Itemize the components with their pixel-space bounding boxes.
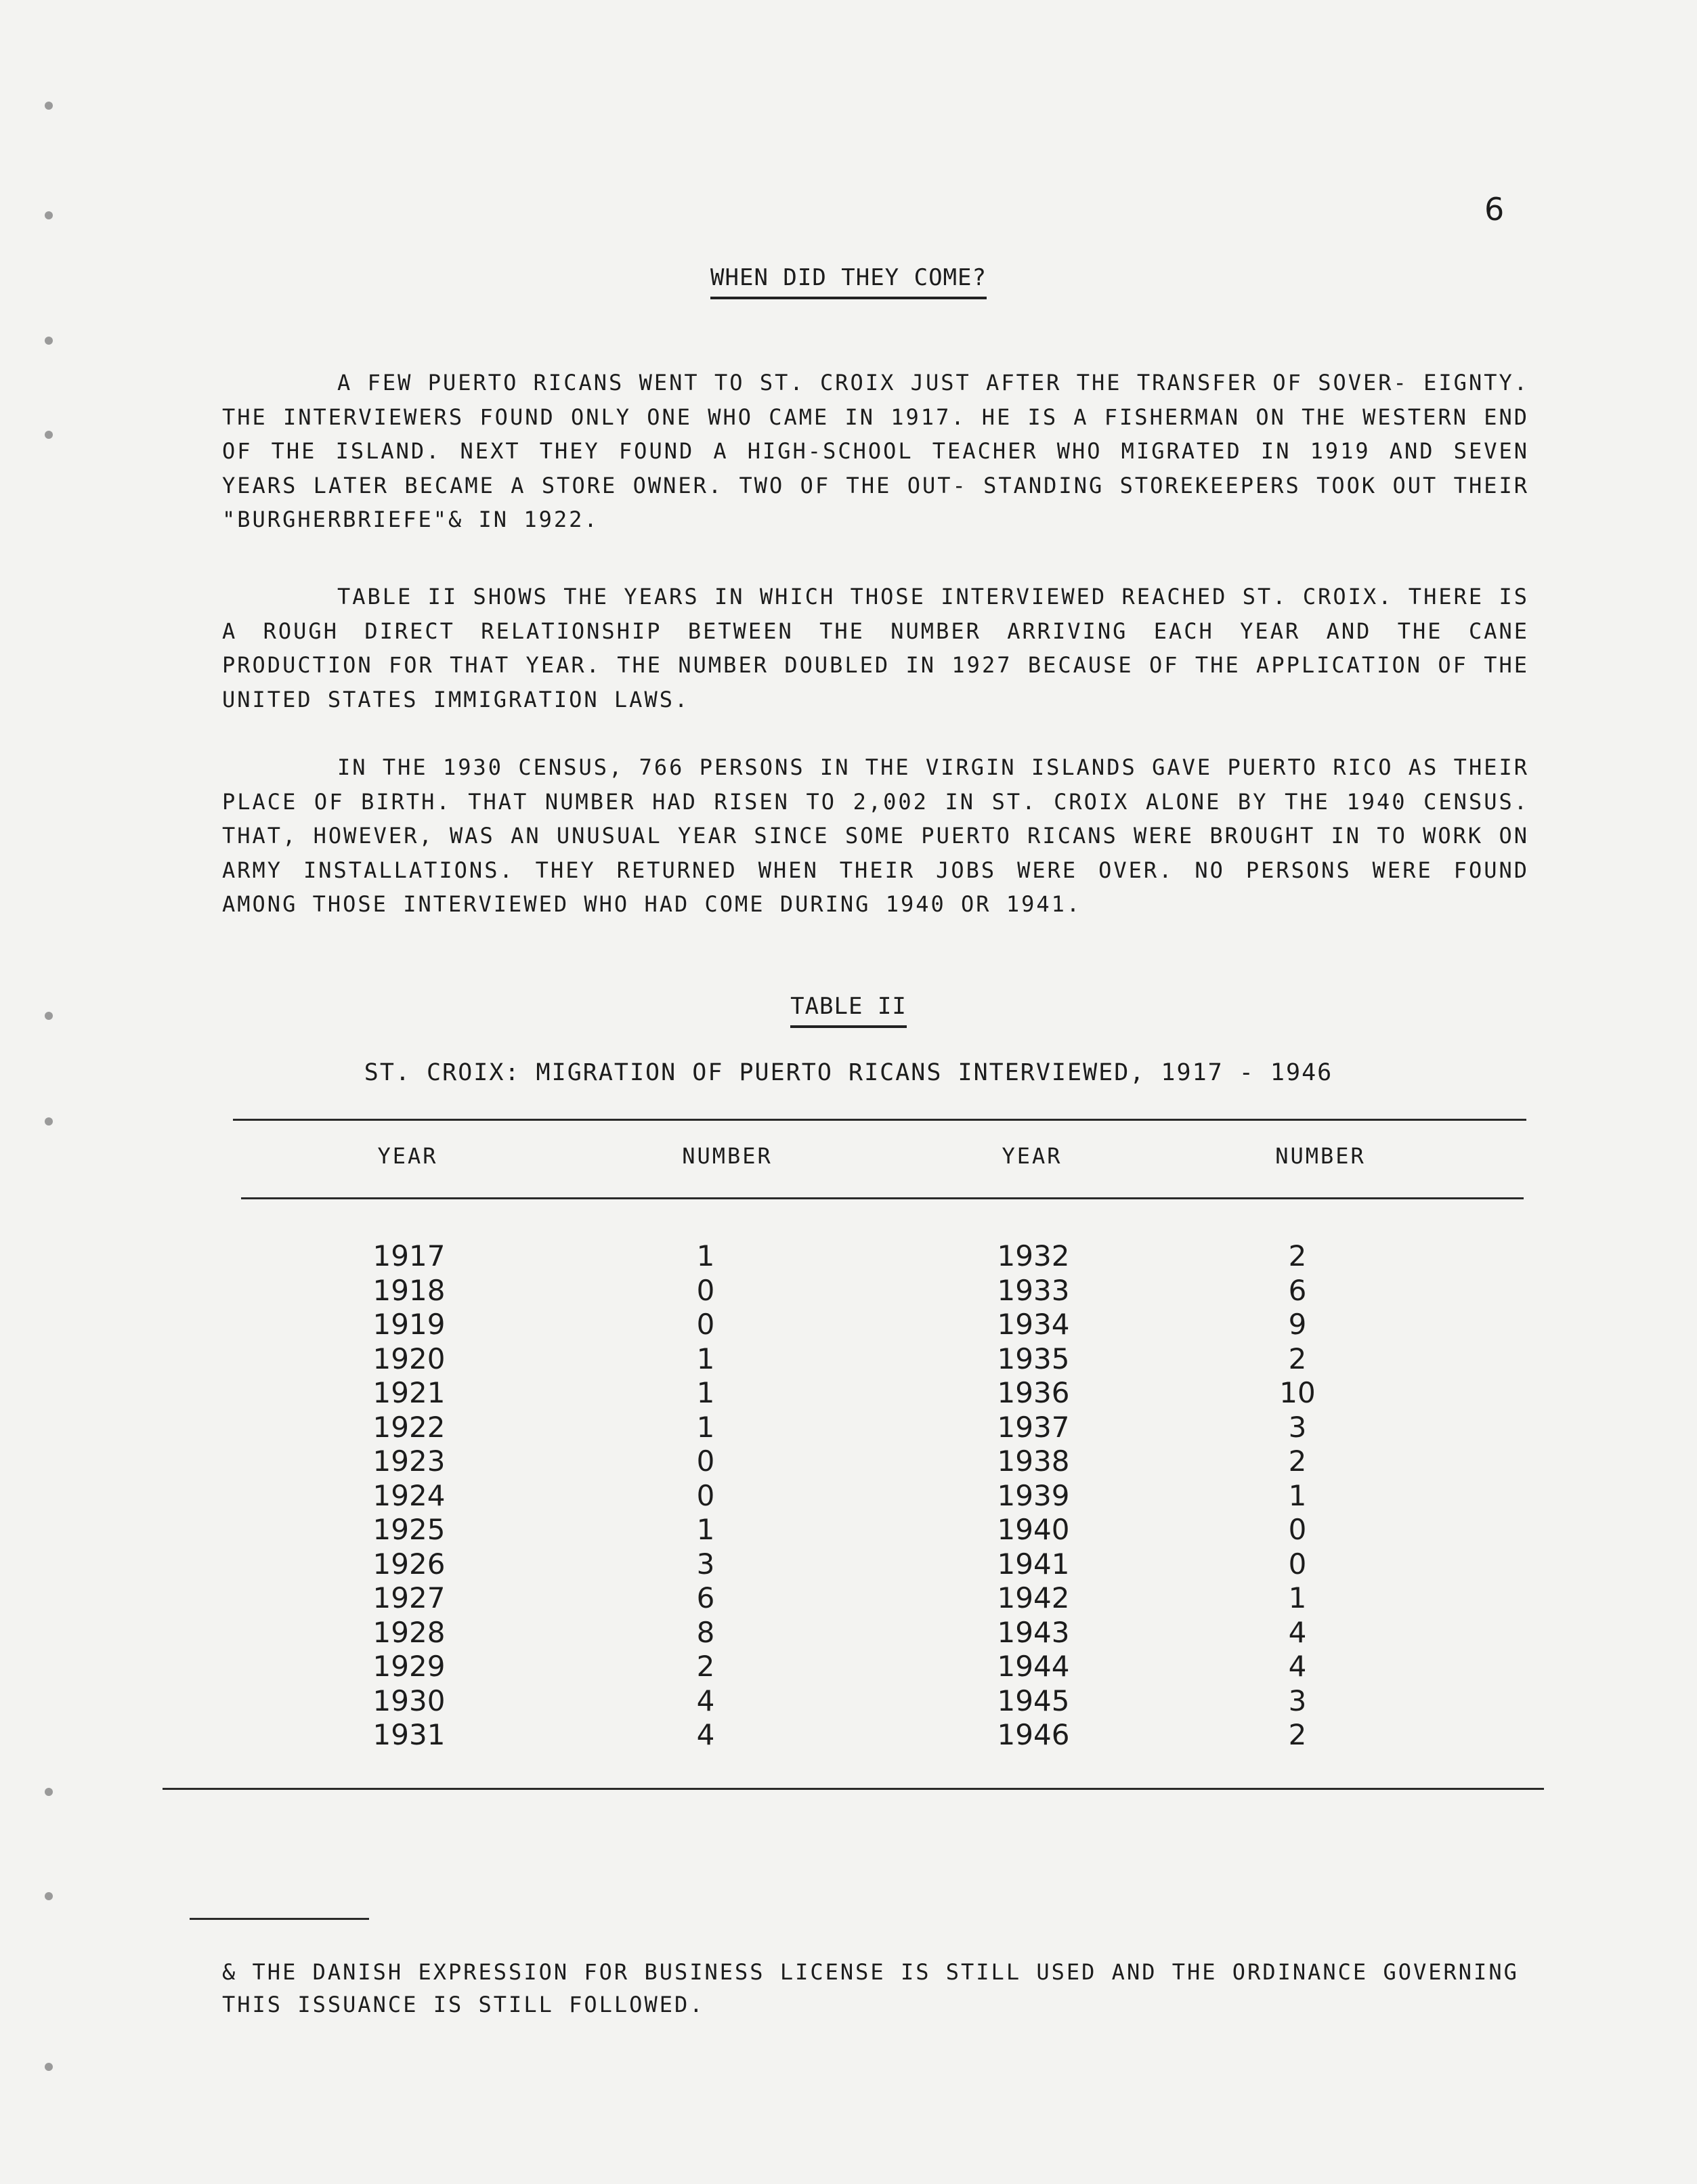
- table-cell: 1930: [372, 1684, 446, 1717]
- section-title-text: WHEN DID THEY COME?: [710, 264, 987, 299]
- table-cell: 0: [1288, 1513, 1307, 1546]
- table-cell: 1945: [997, 1684, 1070, 1717]
- table-cell: 1920: [372, 1342, 446, 1375]
- binder-hole: [45, 431, 53, 439]
- paragraph-3: [222, 750, 1529, 922]
- paragraph-2: [222, 580, 1529, 716]
- table-cell: 1944: [997, 1650, 1070, 1683]
- table-cell: 1931: [372, 1718, 446, 1751]
- binder-hole: [45, 211, 53, 219]
- binder-hole: [45, 337, 53, 345]
- table-cell: 4: [696, 1718, 715, 1751]
- table-cell: 1938: [997, 1444, 1070, 1478]
- table-cell: 1946: [997, 1718, 1070, 1751]
- table-cell: 2: [696, 1650, 715, 1683]
- table-label-text: TABLE II: [790, 993, 907, 1028]
- table-cell: 3: [1288, 1684, 1307, 1717]
- table-cell: 0: [696, 1308, 715, 1341]
- paragraph-1-text: A FEW PUERTO RICANS WENT TO ST. CROIX JUST AFTER THE TRANSFER OF SOVER- EIGNTY. THE INTERVIEWERS FOUND ONLY ONE WHO CAME IN 1917. HE IS A FISHERMAN ON THE WESTERN END OF THE ISLAND. NEXT THEY FOUND A HIGH-SCHOOL TEACHER WHO MIGRATED IN 1919 AND SEVEN YEARS LATER BECAME A STORE OWNER. TWO OF THE OUT- STANDING STOREKEEPERS TOOK OUT THEIR "BURGHERBRIEFE"& IN 1922.: [222, 370, 1529, 532]
- table-header-number-left: NUMBER: [682, 1143, 773, 1169]
- binder-hole: [45, 1892, 53, 1900]
- table-caption: ST. CROIX: MIGRATION OF PUERTO RICANS INTERVIEWED, 1917 - 1946: [364, 1059, 1333, 1086]
- table-cell: 1918: [372, 1273, 446, 1307]
- footnote-rule: [190, 1918, 369, 1920]
- table-cell: 1: [696, 1239, 715, 1272]
- table-cell: 1: [1288, 1581, 1307, 1614]
- table-cell: 1939: [997, 1478, 1070, 1512]
- table-cell: 1943: [997, 1615, 1070, 1649]
- table-cell: 1933: [997, 1273, 1070, 1307]
- table-cell: 0: [696, 1478, 715, 1512]
- binder-hole: [45, 2063, 53, 2071]
- table-cell: 1924: [372, 1478, 446, 1512]
- page-number: 6: [1484, 191, 1505, 228]
- table-cell: 0: [1288, 1547, 1307, 1581]
- table-cell: 1936: [997, 1376, 1070, 1409]
- table-cell: 1: [1288, 1478, 1307, 1512]
- table-cell: 1937: [997, 1410, 1070, 1444]
- table-cell: 1921: [372, 1376, 446, 1409]
- section-title: [0, 264, 1697, 291]
- table-top-rule: [233, 1119, 1526, 1121]
- table-cell: 1927: [372, 1581, 446, 1614]
- table-cell: 1919: [372, 1308, 446, 1341]
- binder-hole: [45, 102, 53, 110]
- table-cell: 8: [696, 1615, 715, 1649]
- table-cell: 3: [696, 1547, 715, 1581]
- paragraph-1: [222, 366, 1529, 537]
- table-cell: 4: [1288, 1615, 1307, 1649]
- table-cell: 9: [1288, 1308, 1307, 1341]
- table-column-numbers-left: [638, 1239, 773, 1753]
- table-cell: 1: [696, 1410, 715, 1444]
- table-cell: 1: [696, 1342, 715, 1375]
- table-cell: 1: [696, 1376, 715, 1409]
- table-cell: 4: [696, 1684, 715, 1717]
- table-label: [0, 993, 1697, 1020]
- table-column-numbers-right: [1230, 1239, 1365, 1753]
- table-cell: 10: [1279, 1376, 1316, 1409]
- table-bottom-rule: [163, 1788, 1544, 1790]
- table-cell: 1922: [372, 1410, 446, 1444]
- table-cell: 1926: [372, 1547, 446, 1581]
- table-column-years-right: [966, 1239, 1101, 1753]
- table-cell: 3: [1288, 1410, 1307, 1444]
- table-cell: 1928: [372, 1615, 446, 1649]
- table-cell: 1932: [997, 1239, 1070, 1272]
- table-cell: 2: [1288, 1718, 1307, 1751]
- table-header-number-right: NUMBER: [1275, 1143, 1366, 1169]
- table-cell: 4: [1288, 1650, 1307, 1683]
- table-cell: 1925: [372, 1513, 446, 1546]
- table-header-year-right: YEAR: [1002, 1143, 1062, 1169]
- table-header-year-left: YEAR: [377, 1143, 438, 1169]
- table-cell: 2: [1288, 1342, 1307, 1375]
- table-cell: 1929: [372, 1650, 446, 1683]
- table-cell: 6: [1288, 1273, 1307, 1307]
- footnote: & THE DANISH EXPRESSION FOR BUSINESS LICENSE IS STILL USED AND THE ORDINANCE GOVERNING THIS ISSUANCE IS STILL FOLLOWED.: [222, 1959, 1519, 2017]
- table-cell: 1935: [997, 1342, 1070, 1375]
- binder-hole: [45, 1788, 53, 1796]
- table-cell: 1923: [372, 1444, 446, 1478]
- table-cell: 1940: [997, 1513, 1070, 1546]
- table-cell: 1: [696, 1513, 715, 1546]
- table-column-years-left: [341, 1239, 477, 1753]
- table-cell: 2: [1288, 1444, 1307, 1478]
- paragraph-3-text: IN THE 1930 CENSUS, 766 PERSONS IN THE VIRGIN ISLANDS GAVE PUERTO RICO AS THEIR PLACE OF BIRTH. THAT NUMBER HAD RISEN TO 2,002 IN ST. CROIX ALONE BY THE 1940 CENSUS. THAT, HOWEVER, WAS AN UNUSUAL YEAR SINCE SOME PUERTO RICANS WERE BROUGHT IN TO WORK ON ARMY INSTALLATIONS. THEY RETURNED WHEN THEIR JOBS WERE OVER. NO PERSONS WERE FOUND AMONG THOSE INTERVIEWED WHO HAD COME DURING 1940 OR 1941.: [222, 754, 1529, 917]
- table-cell: 0: [696, 1273, 715, 1307]
- table-cell: 6: [696, 1581, 715, 1614]
- table-header-rule: [241, 1197, 1524, 1199]
- paragraph-2-text: TABLE II SHOWS THE YEARS IN WHICH THOSE INTERVIEWED REACHED ST. CROIX. THERE IS A ROUGH DIRECT RELATIONSHIP BETWEEN THE NUMBER ARRIVING EACH YEAR AND THE CANE PRODUCTION FOR THAT YEAR. THE NUMBER DOUBLED IN 1927 BECAUSE OF THE APPLICATION OF THE UNITED STATES IMMIGRATION LAWS.: [222, 584, 1529, 712]
- table-cell: 1941: [997, 1547, 1070, 1581]
- table-cell: 1942: [997, 1581, 1070, 1614]
- binder-hole: [45, 1117, 53, 1126]
- table-cell: 2: [1288, 1239, 1307, 1272]
- table-cell: 0: [696, 1444, 715, 1478]
- table-cell: 1934: [997, 1308, 1070, 1341]
- table-cell: 1917: [372, 1239, 446, 1272]
